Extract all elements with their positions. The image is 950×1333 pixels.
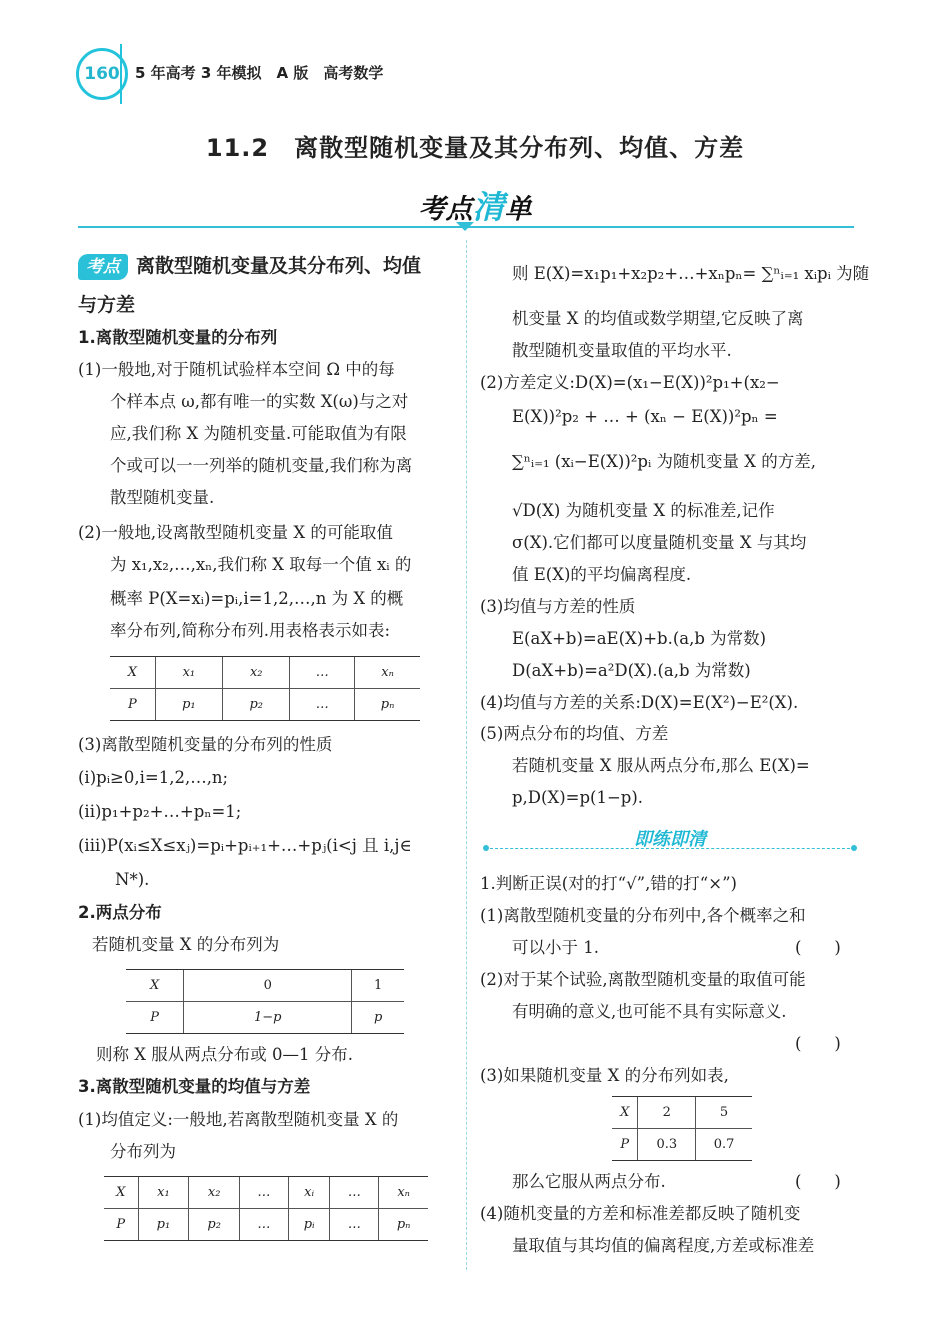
table-cell: 0 (184, 970, 352, 1002)
table-cell: xₙ (355, 657, 420, 689)
r3-l2: E(aX+b)=aE(X)+b.(a,b 为常数) (512, 629, 767, 648)
table-cell: pₙ (355, 689, 420, 721)
page-badge-ornament (118, 44, 124, 104)
table-row (104, 1177, 428, 1209)
table-cell: p₁ (138, 1209, 189, 1241)
r2-l4: √D(X) 为随机变量 X 的标准差,记作 (512, 501, 775, 520)
table-cell: x₁ (155, 657, 222, 689)
s1-p1-l4: 个或可以一一列举的随机变量,我们称为离 (110, 456, 413, 475)
table-cell: x₂ (223, 657, 290, 689)
r5-l1: (5)两点分布的均值、方差 (480, 724, 669, 743)
r2-l3: ∑ⁿᵢ₌₁ (xᵢ−E(X))²pᵢ 为随机变量 X 的方差, (512, 452, 817, 471)
table-cell: X (110, 657, 155, 689)
table-cell: P (104, 1209, 138, 1241)
s1-p1-l5: 散型随机变量. (110, 488, 215, 507)
table-cell: P (110, 689, 155, 721)
table-cell: p (352, 1002, 404, 1034)
kaodian-heading (78, 251, 421, 280)
table-cell: … (290, 657, 355, 689)
table-cell: 0.3 (638, 1129, 696, 1161)
jilian-jiqing-title: 即练即清 (634, 829, 706, 850)
r5-l3: p,D(X)=p(1−p). (512, 788, 644, 807)
table-row (110, 657, 420, 689)
s2-after: 则称 X 服从两点分布或 0—1 分布. (96, 1045, 353, 1064)
table-cell: 1 (352, 970, 404, 1002)
table-cell: … (240, 1209, 289, 1241)
q2-answer-paren[interactable]: ( ) (795, 1034, 841, 1053)
s1-p2-l2: 为 x₁,x₂,…,xₙ,我们称 X 取每一个值 xᵢ 的 (110, 555, 412, 574)
table-cell: … (330, 1209, 379, 1241)
table-cell: X (612, 1097, 638, 1129)
r5-l2: 若随机变量 X 服从两点分布,那么 E(X)= (512, 756, 810, 775)
table-cell: 2 (638, 1097, 696, 1129)
table-cell: P (126, 1002, 184, 1034)
s3-p4-l1: (1)均值定义:一般地,若离散型随机变量 X 的 (78, 1110, 399, 1129)
r1-l1: 则 E(X)=x₁p₁+x₂p₂+…+xₙpₙ= ∑ⁿᵢ₌₁ xᵢpᵢ 为随 (512, 264, 870, 283)
q-title: 1.判断正误(对的打“√”,错的打“×”) (480, 874, 737, 893)
s1-p1-l2: 个样本点 ω,都有唯一的实数 X(ω)与之对 (110, 392, 409, 411)
table-cell: pᵢ (288, 1209, 330, 1241)
table-q3 (612, 1096, 752, 1161)
r3-l1: (3)均值与方差的性质 (480, 597, 636, 616)
page-number-badge: 160 (76, 48, 128, 100)
table-cell: 5 (696, 1097, 752, 1129)
s3-title: 3.离散型随机变量的均值与方差 (78, 1077, 311, 1096)
s1-title: 1.离散型随机变量的分布列 (78, 328, 278, 347)
banner-part2: 清 (472, 188, 505, 226)
table-cell: xₙ (379, 1177, 428, 1209)
r2-l1: (2)方差定义:D(X)=(x₁−E(X))²p₁+(x₂− (480, 373, 780, 392)
r2-l2: E(X))²p₂ + … + (xₙ − E(X))²pₙ = (512, 407, 778, 426)
q1-l1: (1)离散型随机变量的分布列中,各个概率之和 (480, 906, 806, 925)
table-distribution-general (110, 656, 420, 721)
r3-l3: D(aX+b)=a²D(X).(a,b 为常数) (512, 661, 751, 680)
table-row (126, 1002, 404, 1034)
table-cell: 0.7 (696, 1129, 752, 1161)
r1-l3: 散型随机变量取值的平均水平. (512, 341, 732, 360)
r1-l2: 机变量 X 的均值或数学期望,它反映了离 (512, 309, 804, 328)
kaodian-heading-line2: 与方差 (78, 294, 136, 316)
table-cell: x₂ (189, 1177, 240, 1209)
table-row (612, 1129, 752, 1161)
s1-p1-l3: 应,我们称 X 为随机变量.可能取值为有限 (110, 424, 407, 443)
s1-p2-l3: 概率 P(X=xᵢ)=pᵢ,i=1,2,…,n 为 X 的概 (110, 589, 404, 608)
banner-part3: 单 (504, 194, 532, 225)
table-cell: pₙ (379, 1209, 428, 1241)
table-cell: … (330, 1177, 379, 1209)
table-cell: X (104, 1177, 138, 1209)
table-row (612, 1097, 752, 1129)
table-cell: xᵢ (288, 1177, 330, 1209)
q4-l1: (4)随机变量的方差和标准差都反映了随机变 (480, 1204, 801, 1223)
table-row (110, 689, 420, 721)
q1-l2: 可以小于 1. (512, 938, 599, 957)
s2-title: 2.两点分布 (78, 903, 162, 922)
banner-notch (456, 222, 474, 231)
table-cell: p₂ (223, 689, 290, 721)
kaodian-qingdan-banner (0, 182, 950, 228)
table-row (126, 970, 404, 1002)
s1-p2-l4: 率分布列,简称分布列.用表格表示如表: (110, 621, 391, 640)
s3-p4-l2: 分布列为 (110, 1142, 176, 1161)
q3-l1: (3)如果随机变量 X 的分布列如表, (480, 1066, 729, 1085)
s1-p1-l1: (1)一般地,对于随机试验样本空间 Ω 中的每 (78, 360, 395, 379)
table-cell: … (290, 689, 355, 721)
table-cell: x₁ (138, 1177, 189, 1209)
q2-l1: (2)对于某个试验,离散型随机变量的取值可能 (480, 970, 806, 989)
table-cell: … (240, 1177, 289, 1209)
q3-l2: 那么它服从两点分布. (512, 1172, 666, 1191)
banner-part1: 考点 (418, 194, 473, 225)
s1-p3-l1: (3)离散型随机变量的分布列的性质 (78, 735, 333, 754)
q3-answer-paren[interactable]: ( ) (795, 1172, 841, 1191)
table-row (104, 1209, 428, 1241)
table-cell: p₁ (155, 689, 222, 721)
book-series-title: 5 年高考 3 年模拟 A 版 高考数学 (135, 64, 384, 82)
s1-p2-l1: (2)一般地,设离散型随机变量 X 的可能取值 (78, 523, 393, 542)
table-cell: X (126, 970, 184, 1002)
s1-p3-l4: (iii)P(xᵢ≤X≤xⱼ)=pᵢ+pᵢ₊₁+…+pⱼ(i<j 且 i,j∈ (78, 836, 412, 855)
kaodian-tag: 考点 (78, 254, 128, 280)
q1-answer-paren[interactable]: ( ) (795, 938, 841, 957)
table-cell: p₂ (189, 1209, 240, 1241)
s1-p3-l3: (ii)p₁+p₂+…+pₙ=1; (78, 802, 242, 821)
r2-l6: 值 E(X)的平均偏离程度. (512, 565, 692, 584)
r4: (4)均值与方差的关系:D(X)=E(X²)−E²(X). (480, 693, 799, 712)
table-cell: P (612, 1129, 638, 1161)
s2-intro: 若随机变量 X 的分布列为 (92, 935, 280, 954)
table-distribution-mean (104, 1176, 428, 1241)
r2-l5: σ(X).它们都可以度量随机变量 X 与其均 (512, 533, 807, 552)
table-two-point (126, 969, 404, 1034)
section-title: 11.2 离散型随机变量及其分布列、均值、方差 (205, 134, 745, 162)
table-cell: 1−p (184, 1002, 352, 1034)
s1-p3-l5: N*). (115, 870, 150, 889)
s1-p3-l2: (i)pᵢ≥0,i=1,2,…,n; (78, 768, 229, 787)
kaodian-heading-line1: 离散型随机变量及其分布列、均值 (136, 255, 422, 277)
column-divider (466, 240, 467, 1270)
q4-l2: 量取值与其均值的偏离程度,方差或标准差 (512, 1236, 815, 1255)
jilian-rule (485, 848, 855, 849)
q2-l2: 有明确的意义,也可能不具有实际意义. (512, 1002, 787, 1021)
